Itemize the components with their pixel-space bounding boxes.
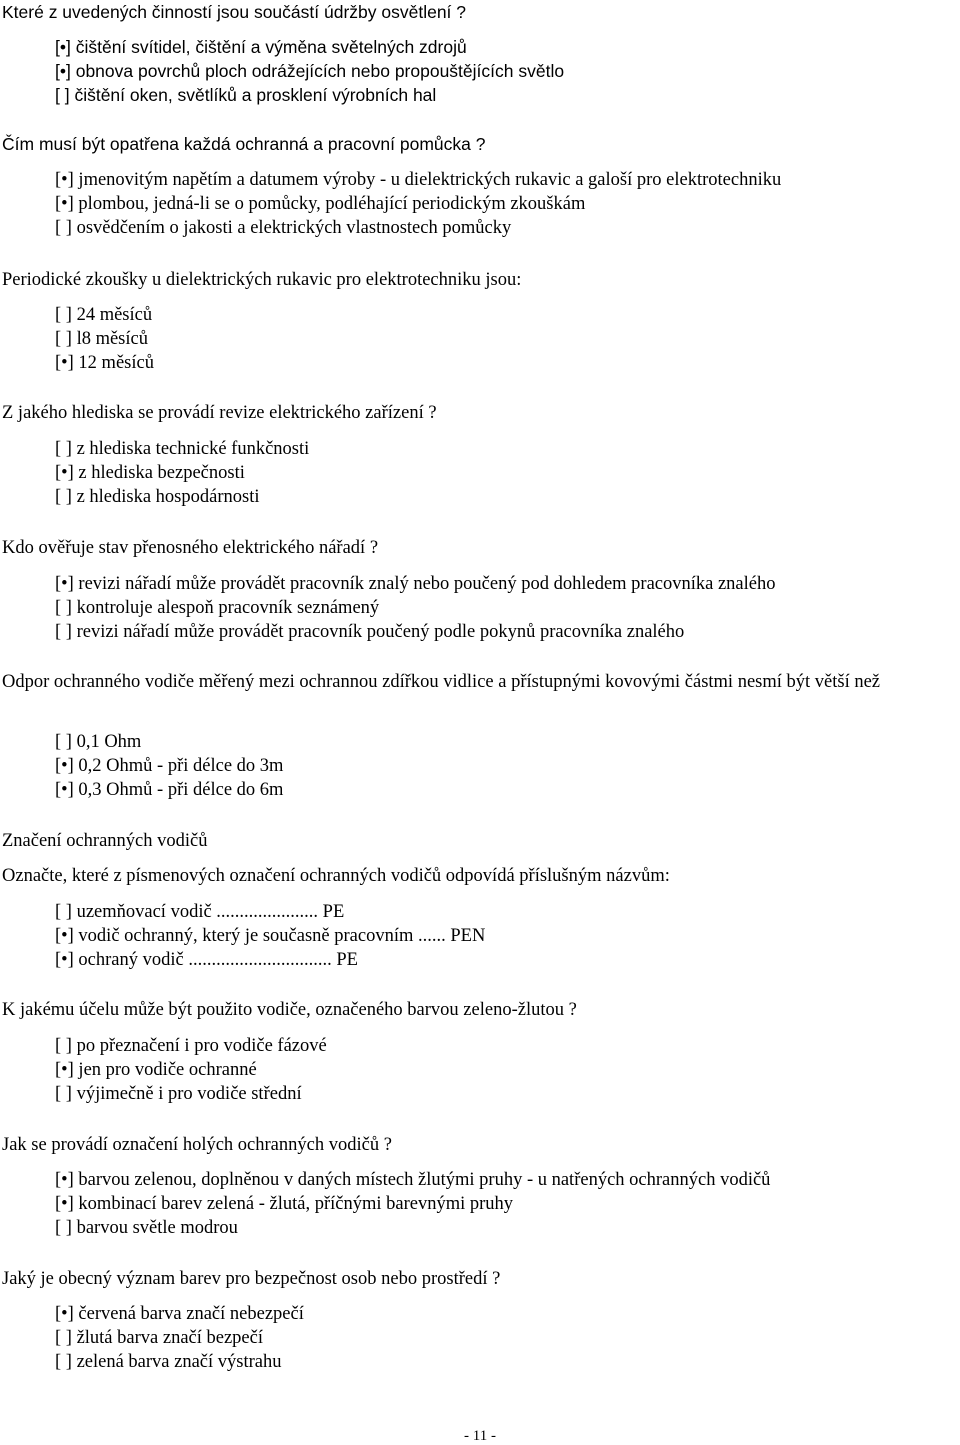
question-3: Periodické zkoušky u dielektrických rukavic pro elektrotechniku jsou: <box>2 270 522 290</box>
question-2: Čím musí být opatřena každá ochranná a pracovní pomůcka ? <box>2 134 486 154</box>
answer-1-3: [ ] čištění oken, světlíků a prosklení výrobních hal <box>55 85 437 105</box>
answer-3-1: [ ] 24 měsíců <box>55 305 153 325</box>
answer-4-1: [ ] z hlediska technické funkčnosti <box>55 439 310 459</box>
answer-9-2: [•] kombinací barev zelená - žlutá, příčnými barevnými pruhy <box>55 1194 514 1214</box>
answer-3-3: [•] 12 měsíců <box>55 353 154 373</box>
question-7: Označte, které z písmenových označení ochranných vodičů odpovídá příslušným názvům: <box>2 866 670 886</box>
answer-1-1: [•] čištění svítidel, čištění a výměna světelných zdrojů <box>55 37 467 57</box>
question-8: K jakému účelu může být použito vodiče, označeného barvou zeleno-žlutou ? <box>2 1000 577 1020</box>
answer-8-2: [•] jen pro vodiče ochranné <box>55 1060 257 1080</box>
answer-6-3: [•] 0,3 Ohmů - při délce do 6m <box>55 780 284 800</box>
answer-2-1: [•] jmenovitým napětím a datumem výroby - u dielektrických rukavic a galoší pro elektrotechniku <box>55 170 782 190</box>
page-number: - 11 - <box>464 1428 496 1444</box>
answer-8-3: [ ] výjimečně i pro vodiče střední <box>55 1084 302 1104</box>
section-heading: Značení ochranných vodičů <box>2 831 208 851</box>
answer-4-3: [ ] z hlediska hospodárnosti <box>55 487 260 507</box>
answer-10-2: [ ] žlutá barva značí bezpečí <box>55 1328 263 1348</box>
answer-5-1: [•] revizi nářadí může provádět pracovník znalý nebo poučený pod dohledem pracovníka znalého <box>55 574 776 594</box>
answer-1-2: [•] obnova povrchů ploch odrážejících nebo propouštějících světlo <box>55 61 565 81</box>
answer-3-2: [ ] l8 měsíců <box>55 329 148 349</box>
question-10: Jaký je obecný význam barev pro bezpečnost osob nebo prostředí ? <box>2 1269 501 1289</box>
question-5: Kdo ověřuje stav přenosného elektrického nářadí ? <box>2 538 379 558</box>
question-9: Jak se provádí označení holých ochranných vodičů ? <box>2 1135 392 1155</box>
answer-10-3: [ ] zelená barva značí výstrahu <box>55 1352 282 1372</box>
answer-2-2: [•] plombou, jedná-li se o pomůcky, podléhající periodickým zkouškám <box>55 194 586 214</box>
answer-10-1: [•] červená barva značí nebezpečí <box>55 1304 304 1324</box>
answer-5-2: [ ] kontroluje alespoň pracovník seznámený <box>55 598 380 618</box>
question-1: Které z uvedených činností jsou součástí údržby osvětlení ? <box>2 2 467 22</box>
answer-6-1: [ ] 0,1 Ohm <box>55 732 142 752</box>
answer-7-2: [•] vodič ochranný, který je současně pracovním ...... PEN <box>55 926 486 946</box>
answer-8-1: [ ] po přeznačení i pro vodiče fázové <box>55 1036 327 1056</box>
answer-5-3: [ ] revizi nářadí může provádět pracovník poučený podle pokynů pracovníka znalého <box>55 622 685 642</box>
answer-7-1: [ ] uzemňovací vodič ...................... PE <box>55 902 345 922</box>
answer-4-2: [•] z hlediska bezpečnosti <box>55 463 245 483</box>
answer-2-3: [ ] osvědčením o jakosti a elektrických vlastnostech pomůcky <box>55 218 512 238</box>
question-4: Z jakého hlediska se provádí revize elektrického zařízení ? <box>2 403 437 423</box>
question-6: Odpor ochranného vodiče měřený mezi ochrannou zdířkou vidlice a přístupnými kovovými částmi nesmí být větší než <box>2 672 881 692</box>
answer-9-1: [•] barvou zelenou, doplněnou v daných místech žlutými pruhy - u natřených ochranných vodičů <box>55 1170 771 1190</box>
answer-9-3: [ ] barvou světle modrou <box>55 1218 238 1238</box>
answer-6-2: [•] 0,2 Ohmů - při délce do 3m <box>55 756 284 776</box>
answer-7-3: [•] ochraný vodič ............................... PE <box>55 950 358 970</box>
